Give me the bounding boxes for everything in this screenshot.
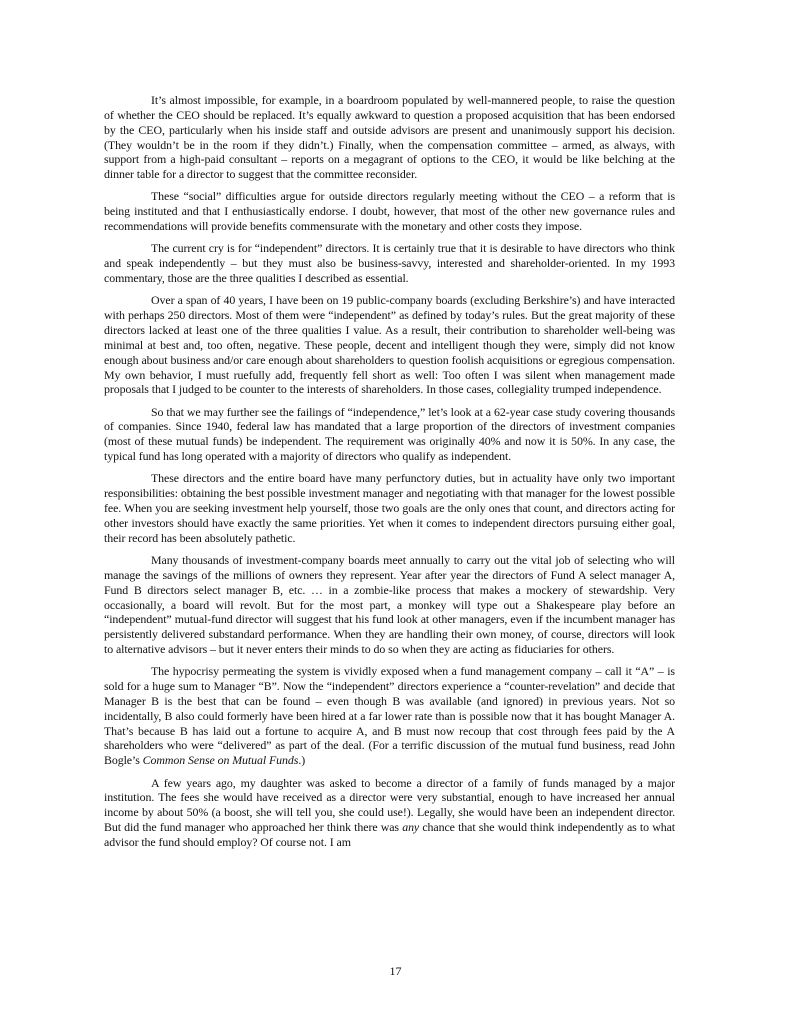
paragraph: A few years ago, my daughter was asked to become a director of a family of funds managed by a major institution. The fees she would have received as a director were very substantial, enough to have increased her annual income by about 50% (a boost, she will tell you, she could use!). Legally, she would have been an independent director. But did the fund manager who approached her think there was any chance that she would think independently as to what advisor the fund should employ? Of course not. I am: [104, 775, 676, 849]
paragraph: Over a span of 40 years, I have been on 19 public-company boards (excluding Berkshire’s) and have interacted with perhaps 250 directors. Most of them were “independent” as defined by today’s rules. But the great majority of these directors lacked at least one of the three qualities I value. As a result, their contribution to shareholder well-being was minimal at best and, too often, negative. These people, decent and intelligent though they were, simply did not know enough about business and/or care enough about shareholders to question foolish acquisitions or egregious compensation. My own behavior, I must ruefully add, frequently fell short as well: Too often I was silent when management made proposals that I judged to be counter to the interests of shareholders. In those cases, collegiality trumped independence.: [104, 293, 675, 397]
book-title: Common Sense on Mutual Funds: [142, 753, 299, 768]
paragraph: The current cry is for “independent” directors. It is certainly true that it is desirable to have directors who think and speak independently – but they must also be business-savvy, interested and shareholder-oriented. In my 1993 commentary, those are the three qualities I described as essential.: [104, 241, 675, 286]
page-number: 17: [389, 964, 402, 978]
paragraph: It’s almost impossible, for example, in a boardroom populated by well-mannered people, to raise the question of whether the CEO should be replaced. It’s equally awkward to question a proposed acquisition that has been endorsed by the CEO, particularly when his inside staff and outside advisors are present and unanimously support his decision. (They wouldn’t be in the room if they didn’t.) Finally, when the compensation committee – armed, as always, with support from a high-paid consultant – reports on a megagrant of options to the CEO, it would be like belching at the dinner table for a director to suggest that the committee reconsider.: [104, 93, 675, 182]
paragraph: These directors and the entire board have many perfunctory duties, but in actuality have only two important responsibilities: obtaining the best possible investment manager and negotiating with that manager for the lowest possible fee. When you are seeking investment help yourself, those two goals are the only ones that count, and directors acting for other investors should have exactly the same priorities. Yet when it comes to independent directors pursuing either goal, their record has been absolutely pathetic.: [104, 471, 675, 545]
paragraph: These “social” difficulties argue for outside directors regularly meeting without the CEO – a reform that is being instituted and that I enthusiastically endorse. I doubt, however, that most of the other new governance rules and recommendations will provide benefits commensurate with the monetary and other costs they impose.: [104, 189, 675, 234]
paragraph: Many thousands of investment-company boards meet annually to carry out the vital job of selecting who will manage the savings of the millions of owners they represent. Year after year the directors of Fund A select manager A, Fund B directors select manager B, etc. … in a zombie-like process that makes a mockery of stewardship. Very occasionally, a board will revolt. But for the most part, a monkey will type out a Shakespeare play before an “independent” mutual-fund director will suggest that his fund look at other managers, even if the incumbent manager has persistently delivered substandard performance. When they are handling their own money, of course, directors will look to alternative advisors – but it never enters their minds to do so when they are acting as fiduciaries for others.: [104, 552, 675, 657]
paragraph: The hypocrisy permeating the system is vividly exposed when a fund management company – call it “A” – is sold for a huge sum to Manager “B”. Now the “independent” directors experience a “counter-revelation” and decide that Manager B is the best that can be found – even though B was available (and ignored) in previous years. Not so incidentally, B also could formerly have been hired at a far lower rate than is possible now that it has bought Manager A. That’s because B has laid out a fortune to acquire A, and B must now recoup that cost through fees paid by the A shareholders who were “delivered” as part of the deal. (For a terrific discussion of the mutual fund business, read John Bogle’s Common Sense on Mutual Funds.): [104, 664, 675, 768]
paragraph: So that we may further see the failings of “independence,” let’s look at a 62-year case study covering thousands of companies. Since 1940, federal law has mandated that a large proportion of the directors of investment companies (most of these mutual funds) be independent. The requirement was originally 40% and now it is 50%. In any case, the typical fund has long operated with a majority of directors who qualify as independent.: [104, 404, 675, 464]
emphasis-word: any: [402, 820, 420, 835]
body-text: [104, 93, 675, 857]
